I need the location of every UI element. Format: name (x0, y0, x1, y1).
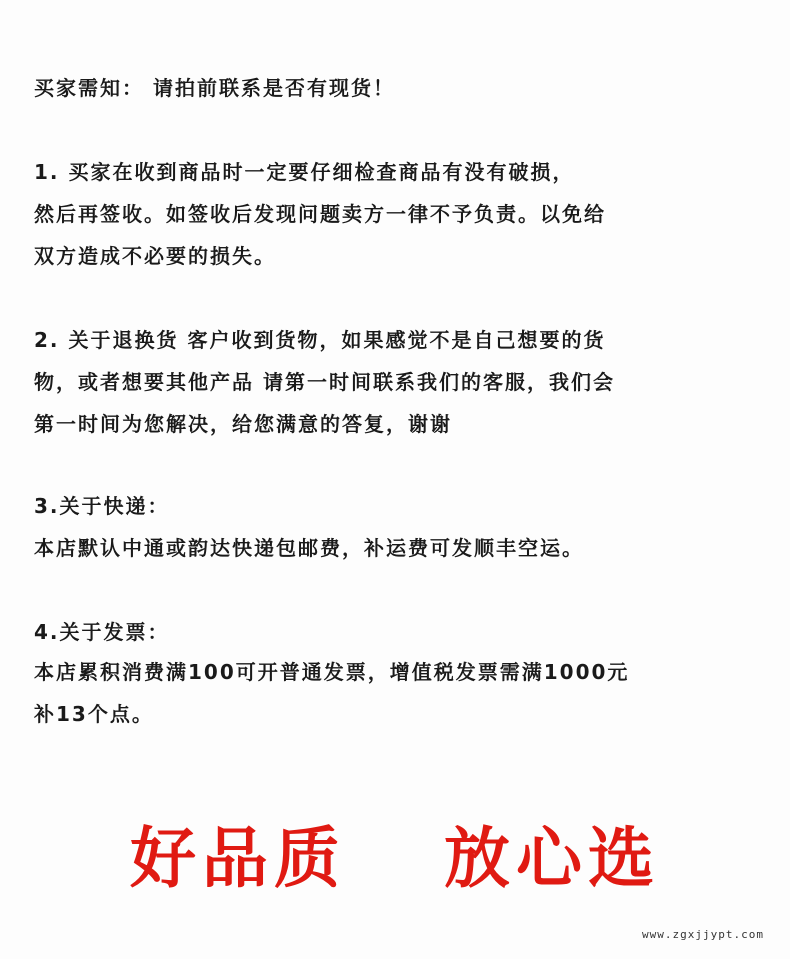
section4-line2: 补13个点。 (34, 702, 154, 726)
section4-line1: 本店累积消费满100可开普通发票，增值税发票需满1000元 (34, 660, 630, 684)
section2-line2: 物，或者想要其他产品 请第一时间联系我们的客服，我们会 (34, 370, 615, 394)
section1-line2: 然后再签收。如签收后发现问题卖方一律不予负责。以免给 (34, 202, 606, 226)
section2-line3: 第一时间为您解决，给您满意的答复，谢谢 (34, 412, 452, 436)
section4-heading: 4.关于发票： (34, 620, 170, 644)
slogan-choose: 放心选 (443, 820, 660, 897)
section1-line3: 双方造成不必要的损失。 (34, 244, 276, 268)
section1-line1: 1. 买家在收到商品时一定要仔细检查商品有没有破损， (34, 160, 575, 184)
slogan (0, 805, 790, 900)
section3-heading: 3.关于快递： (34, 494, 170, 518)
watermark-url: www.zgxjjypt.com (642, 928, 764, 941)
slogan-quality: 好品质 (130, 820, 347, 897)
section3-line1: 本店默认中通或韵达快递包邮费，补运费可发顺丰空运。 (34, 536, 584, 560)
notice-intro: 买家需知： 请拍前联系是否有现货！ (34, 76, 395, 100)
section2-line1: 2. 关于退换货 客户收到货物，如果感觉不是自己想要的货 (34, 328, 606, 352)
